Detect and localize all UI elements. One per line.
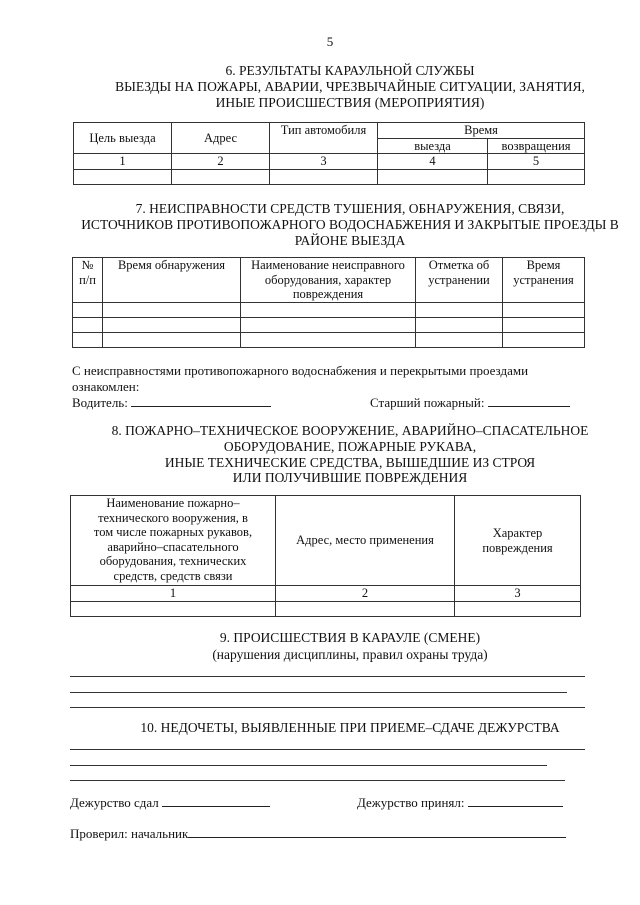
senior-field [370, 395, 570, 411]
col-number: 5 [488, 154, 585, 170]
handed-field [70, 795, 270, 811]
section-title-line: ИЛИ ПОЛУЧИВШИЕ ПОВРЕЖДЕНИЯ [232, 470, 468, 485]
empty-cell[interactable] [416, 302, 503, 317]
table-row [73, 317, 585, 332]
header-equipment-name: Наименование пожарно–технического вооружения, в том числе пожарных рукавов, аварийно–спасательного оборудования, технических средств, средств связи [71, 496, 276, 586]
section-title-line: ИНЫЕ ПРОИСШЕСТВИЯ (МЕРОПРИЯТИЯ) [215, 95, 485, 110]
col-number: 3 [455, 586, 581, 602]
header-fix-mark: Отметка об устранении [416, 258, 503, 303]
col-number: 3 [270, 154, 378, 170]
driver-field [72, 395, 271, 411]
checked-signature-line[interactable] [188, 826, 566, 838]
empty-cell[interactable] [276, 601, 455, 616]
empty-cell[interactable] [103, 317, 241, 332]
col-number: 1 [71, 586, 276, 602]
equipment-table [70, 495, 581, 617]
header-departure: выезда [378, 138, 488, 154]
handed-signature-line[interactable] [162, 795, 270, 807]
empty-cell[interactable] [73, 317, 103, 332]
section-title-line: ИНЫЕ ТЕХНИЧЕСКИЕ СРЕДСТВА, ВЫШЕДШИЕ ИЗ СТРОЯ [164, 455, 536, 470]
ack-text: С неисправностями противопожарного водоснабжения и перекрытыми проездами [72, 363, 529, 378]
empty-cell[interactable] [74, 169, 172, 184]
header-number: № п/п [73, 258, 103, 303]
entry-line[interactable] [70, 765, 547, 766]
section-title-line: ИСТОЧНИКОВ ПРОТИВОПОЖАРНОГО ВОДОСНАБЖЕНИЯ И ЗАКРЫТЫЕ ПРОЕЗДЫ В [81, 217, 619, 232]
ack-text-2: ознакомлен: [72, 379, 140, 394]
table-row [71, 601, 581, 616]
empty-cell[interactable] [103, 302, 241, 317]
senior-signature-line[interactable] [488, 395, 570, 407]
senior-label: Старший пожарный: [370, 395, 485, 410]
header-vehicle: Тип автомобиля [270, 123, 378, 154]
empty-cell[interactable] [488, 169, 585, 184]
empty-cell[interactable] [378, 169, 488, 184]
accepted-signature-line[interactable] [468, 795, 563, 807]
driver-label: Водитель: [72, 395, 128, 410]
table-row [74, 154, 585, 170]
col-number: 4 [378, 154, 488, 170]
empty-cell[interactable] [241, 317, 416, 332]
header-detection-time: Время обнаружения [103, 258, 241, 303]
entry-line[interactable] [70, 707, 585, 708]
page-number: 5 [326, 34, 334, 49]
faults-table [72, 257, 585, 348]
empty-cell[interactable] [503, 317, 585, 332]
trips-table [73, 122, 585, 185]
accepted-label: Дежурство принял: [357, 795, 465, 810]
entry-line[interactable] [70, 749, 585, 750]
empty-cell[interactable] [172, 169, 270, 184]
section-title-line: ОБОРУДОВАНИЕ, ПОЖАРНЫЕ РУКАВА, [223, 439, 477, 454]
table-row [71, 586, 581, 602]
empty-cell[interactable] [503, 302, 585, 317]
header-address: Адрес, место применения [276, 496, 455, 586]
header-fix-time: Время устранения [503, 258, 585, 303]
col-number: 2 [276, 586, 455, 602]
empty-cell[interactable] [71, 601, 276, 616]
section-10-title: 10. НЕДОЧЕТЫ, ВЫЯВЛЕННЫЕ ПРИ ПРИЕМЕ–СДАЧЕ ДЕЖУРСТВА [140, 720, 560, 735]
section-9-subtitle: (нарушения дисциплины, правил охраны труда) [212, 647, 488, 662]
col-number: 2 [172, 154, 270, 170]
accepted-field [357, 795, 563, 811]
entry-line[interactable] [70, 676, 585, 677]
header-equipment: Наименование неисправного оборудования, характер повреждения [241, 258, 416, 303]
empty-cell[interactable] [73, 302, 103, 317]
col-number: 1 [74, 154, 172, 170]
empty-cell[interactable] [270, 169, 378, 184]
empty-cell[interactable] [241, 332, 416, 347]
empty-cell[interactable] [73, 332, 103, 347]
table-row [73, 302, 585, 317]
header-address: Адрес [172, 123, 270, 154]
section-title-line: ВЫЕЗДЫ НА ПОЖАРЫ, АВАРИИ, ЧРЕЗВЫЧАЙНЫЕ СИТУАЦИИ, ЗАНЯТИЯ, [115, 79, 585, 94]
section-9-title: 9. ПРОИСШЕСТВИЯ В КАРАУЛЕ (СМЕНЕ) [219, 630, 481, 645]
section-title-line: 6. РЕЗУЛЬТАТЫ КАРАУЛЬНОЙ СЛУЖБЫ [225, 63, 475, 78]
empty-cell[interactable] [416, 317, 503, 332]
section-title-line: 8. ПОЖАРНО–ТЕХНИЧЕСКОЕ ВООРУЖЕНИЕ, АВАРИЙНО–СПАСАТЕЛЬНОЕ [111, 423, 589, 438]
handed-label: Дежурство сдал [70, 795, 159, 810]
driver-signature-line[interactable] [131, 395, 271, 407]
entry-line[interactable] [70, 780, 565, 781]
table-row [73, 332, 585, 347]
entry-line[interactable] [70, 692, 567, 693]
header-purpose: Цель выезда [74, 123, 172, 154]
header-damage: Характер повреждения [455, 496, 581, 586]
section-title-line: РАЙОНЕ ВЫЕЗДА [294, 233, 406, 248]
empty-cell[interactable] [416, 332, 503, 347]
header-time: Время [378, 123, 585, 139]
checked-field [70, 826, 566, 842]
empty-cell[interactable] [503, 332, 585, 347]
empty-cell[interactable] [103, 332, 241, 347]
header-return: возвращения [488, 138, 585, 154]
checked-label: Проверил: начальник [70, 826, 189, 841]
section-title-line: 7. НЕИСПРАВНОСТИ СРЕДСТВ ТУШЕНИЯ, ОБНАРУЖЕНИЯ, СВЯЗИ, [135, 201, 565, 216]
empty-cell[interactable] [455, 601, 581, 616]
table-row [74, 169, 585, 184]
empty-cell[interactable] [241, 302, 416, 317]
